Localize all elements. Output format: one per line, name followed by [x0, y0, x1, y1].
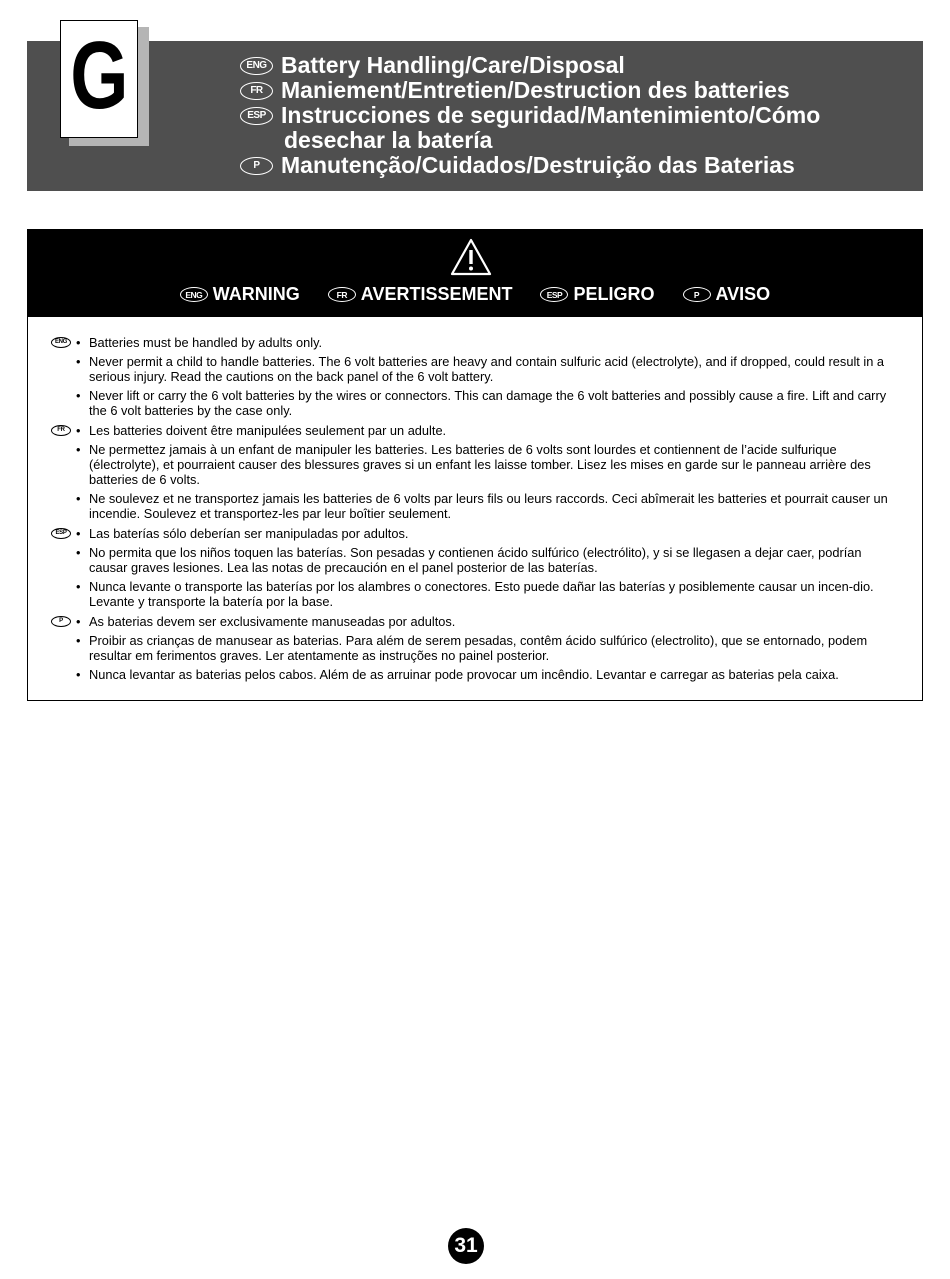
lang-badge-fr: FR: [240, 82, 273, 100]
lang-badge-esp: ESP: [540, 287, 568, 302]
lang-badge-fr: • FR: [51, 425, 71, 436]
warning-bullet: [49, 667, 899, 682]
section-letter: G: [69, 22, 129, 129]
bullet-text: Batteries must be handled by adults only.: [89, 335, 323, 350]
warning-bullet: [49, 633, 899, 663]
bullet-text: Nunca levantar as baterias pelos cabos. Além de as arruinar pode provocar um incêndio. Levantar e carregar as baterias pela caixa.: [89, 667, 839, 682]
warning-label-esp: [540, 284, 654, 305]
warning-label-text: AVISO: [715, 284, 771, 304]
title-text: Maniement/Entretien/Destruction des batteries: [281, 77, 790, 103]
warning-triangle-icon: [450, 238, 492, 276]
bullet-text: As baterias devem ser exclusivamente manuseadas por adultos.: [89, 614, 456, 629]
title-line-esp-continued: [240, 128, 820, 153]
bullet-text: Nunca levante o transporte las baterías por los alambres o conectores. Esto puede dañar las baterías y posiblemente causar un incen-dio. Levante y transporte la batería por la base.: [89, 579, 874, 609]
title-line-eng: [240, 53, 820, 78]
bullet-text: Ne permettez jamais à un enfant de manipuler les batteries. Les batteries de 6 volts sont lourdes et contiennent de l’acide sulfurique (électrolyte), et pourraient causer des blessures graves si un enfant les laisse tomber. Lisez les mises en garde sur le panneau arrière des batteries de 6 volts.: [89, 442, 871, 487]
warning-labels: [28, 284, 922, 305]
title-text: Manutenção/Cuidados/Destruição das Baterias: [281, 152, 795, 178]
warning-label-eng: [180, 284, 300, 305]
lang-badge-esp: • ESP: [51, 528, 71, 539]
warning-bullet: [49, 423, 899, 438]
lang-badge-eng: ENG: [180, 287, 208, 302]
title-line-esp: [240, 103, 820, 128]
section-tab: [60, 20, 138, 138]
warning-section-esp: [49, 526, 899, 609]
warning-label-p: [683, 284, 771, 305]
warning-bullet: [49, 354, 899, 384]
bullet-text: Ne soulevez et ne transportez jamais les batteries de 6 volts par leurs fils ou leurs raccords. Ceci abîmerait les batteries et pourrait causer un incendie. Soulevez et transportez-les par leur boîtier seulement.: [89, 491, 888, 521]
title-text: Battery Handling/Care/Disposal: [281, 52, 625, 78]
lang-badge-fr: FR: [328, 287, 356, 302]
bullet-text: Never permit a child to handle batteries. The 6 volt batteries are heavy and contain sulfuric acid (electrolyte), and if dropped, could result in a serious injury. Read the cautions on the back panel of the 6 volt battery.: [89, 354, 885, 384]
warning-box: [27, 229, 923, 701]
warning-bullet: [49, 614, 899, 629]
warning-bullet: [49, 545, 899, 575]
bullet-text: Les batteries doivent être manipulées seulement par un adulte.: [89, 423, 447, 438]
title-block: [240, 53, 820, 178]
bullet-text: Las baterías sólo deberían ser manipuladas por adultos.: [89, 526, 409, 541]
title-line-fr: [240, 78, 820, 103]
lang-badge-p: P: [683, 287, 711, 302]
warning-header: [28, 230, 922, 317]
lang-badge-esp: ESP: [240, 107, 273, 125]
warning-bullet: [49, 335, 899, 350]
warning-label-text: WARNING: [212, 284, 300, 304]
lang-badge-p: P: [240, 157, 273, 175]
lang-badge-eng: ENG: [240, 57, 273, 75]
warning-label-text: PELIGRO: [573, 284, 655, 304]
bullet-text: Proibir as crianças de manusear as baterias. Para além de serem pesadas, contêm ácido sulfúrico (electrolito), que se entornado, podem resultar em ferimentos graves. Ler atentamente as instruções no painel posterior.: [89, 633, 868, 663]
bullet-text: Never lift or carry the 6 volt batteries by the wires or connectors. This can damage the 6 volt batteries and possibly cause a fire. Lift and carry the 6 volt batteries by the case only.: [89, 388, 887, 418]
warning-section-p: [49, 614, 899, 682]
lang-badge-p: • P: [51, 616, 71, 627]
warning-bullet: [49, 579, 899, 609]
lang-badge-eng: • ENG: [51, 337, 71, 348]
warning-bullet: [49, 388, 899, 418]
warning-bullet: [49, 442, 899, 487]
title-text: desechar la batería: [284, 127, 493, 153]
warning-section-fr: [49, 423, 899, 521]
title-text: Instrucciones de seguridad/Mantenimiento/Cómo: [281, 102, 821, 128]
warning-label-fr: [328, 284, 513, 305]
title-line-p: [240, 153, 820, 178]
warning-body: [49, 335, 899, 687]
warning-bullet: [49, 491, 899, 521]
warning-section-eng: [49, 335, 899, 418]
warning-label-text: AVERTISSEMENT: [360, 284, 513, 304]
bullet-text: No permita que los niños toquen las baterías. Son pesadas y contienen ácido sulfúrico (electrólito), y si se llegasen a dejar caer, podrían causar graves lesiones. Lea las notas de precaución en el panel posterior de las baterías.: [89, 545, 862, 575]
page-number: 31: [448, 1228, 484, 1264]
warning-bullet: [49, 526, 899, 541]
